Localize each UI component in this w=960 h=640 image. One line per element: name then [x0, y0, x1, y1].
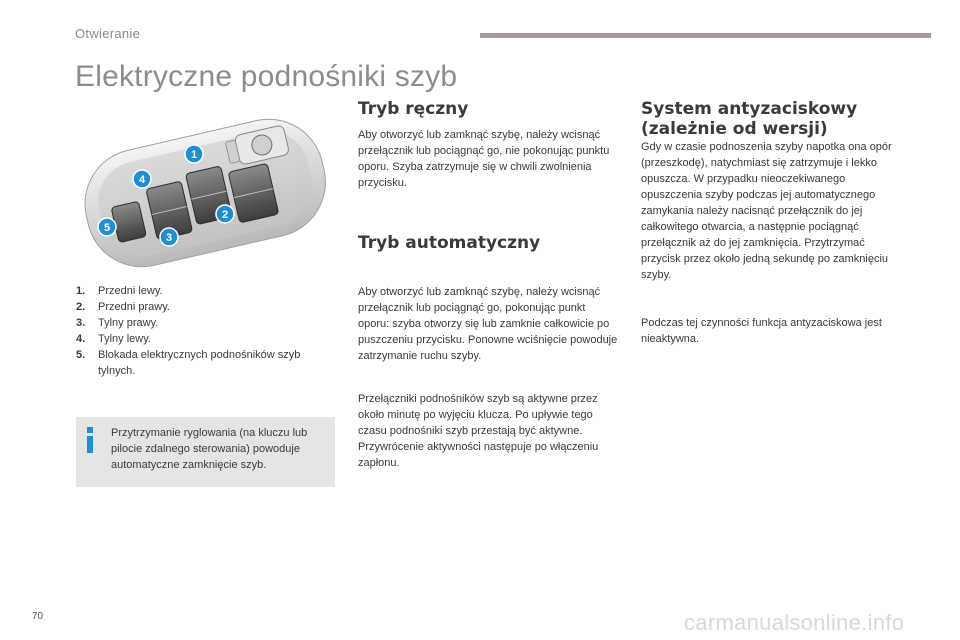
- auto-mode-text: Aby otworzyć lub zamknąć szybę, należy wcisnąć przełącznik lub pociągnąć go, pokonując punkt oporu: szyba otworzy się lub zamknie całkowicie po puszczeniu przycisku. Ponowne wciśnięcie powoduje zatrzymanie ruchu szyby.: [358, 286, 618, 362]
- legend-item: [76, 283, 336, 299]
- legend-number: 5.: [76, 349, 86, 361]
- legend-item: [76, 347, 336, 379]
- callout-5: [98, 218, 116, 236]
- callout-3-label: 3: [165, 232, 173, 244]
- callout-2: [216, 205, 234, 223]
- section-label: Otwieranie: [75, 26, 141, 41]
- legend-text: Przedni prawy.: [98, 301, 170, 313]
- legend-number: 4.: [76, 333, 86, 345]
- manual-mode-text: Aby otworzyć lub zamknąć szybę, należy wcisnąć przełącznik lub pociągnąć go, nie pokonując punktu oporu. Szyba zatrzymuje się w chwili zwolnienia przycisku.: [358, 129, 610, 189]
- callout-1: [185, 145, 203, 163]
- callout-4-label: 4: [138, 174, 146, 186]
- watermark: carmanualsonline.info: [684, 610, 905, 635]
- legend-text: Blokada elektrycznych podnośników szyb tylnych.: [98, 349, 301, 377]
- callout-2-label: 2: [221, 209, 229, 221]
- legend-number: 1.: [76, 285, 86, 297]
- anti-pinch-note: Podczas tej czynności funkcja antyzaciskowa jest nieaktywna.: [641, 317, 882, 345]
- callout-1-label: 1: [190, 149, 198, 161]
- callout-3: [160, 228, 178, 246]
- info-text: Przytrzymanie ryglowania (na kluczu lub pilocie zdalnego sterowania) powoduje automatyczne zamknięcie szyb.: [111, 427, 308, 471]
- legend-text: Tylny prawy.: [98, 317, 159, 329]
- anti-pinch-heading-line1: System antyzaciskowy: [641, 99, 858, 119]
- callout-5-label: 5: [103, 222, 111, 234]
- page-title: Elektryczne podnośniki szyb: [75, 60, 458, 93]
- page-number: 70: [32, 611, 44, 622]
- manual-mode-heading: Tryb ręczny: [358, 99, 469, 119]
- legend-text: Tylny lewy.: [98, 333, 151, 345]
- header-bar: [480, 33, 931, 38]
- info-icon: [84, 427, 96, 453]
- switch-activity-text: Przełączniki podnośników szyb są aktywne przez około minutę po wyjęciu klucza. Po upływie tego czasu podnośniki szyb przestają być aktywne. Przywrócenie aktywności następuje po włączeniu zapłonu.: [358, 393, 599, 469]
- legend-number: 3.: [76, 317, 86, 329]
- info-box: [76, 417, 335, 487]
- legend-text: Przedni lewy.: [98, 285, 163, 297]
- anti-pinch-heading-line2: (zależnie od wersji): [641, 119, 828, 139]
- anti-pinch-heading: [641, 99, 941, 139]
- window-switch-panel-illustration: [76, 104, 334, 280]
- anti-pinch-text: Gdy w czasie podnoszenia szyby napotka ona opór (przeszkodę), natychmiast się zatrzymuje i lekko opuszcza. W przypadku nieoczekiwanego opuszczenia szyby podczas jej automatycznego zamykania należy nacisnąć przełącznik do jej całkowitego otwarcia, a następnie pociągnąć przełącznik aż do jej zamknięcia. Przytrzymać przycisk przez około jedną sekundę po zamknięciu szyby.: [641, 141, 892, 281]
- legend-list: [76, 283, 336, 379]
- auto-mode-heading: Tryb automatyczny: [358, 233, 541, 253]
- legend-item: [76, 299, 336, 315]
- legend-item: [76, 331, 336, 347]
- legend-item: [76, 315, 336, 331]
- legend-number: 2.: [76, 301, 86, 313]
- callout-4: [133, 170, 151, 188]
